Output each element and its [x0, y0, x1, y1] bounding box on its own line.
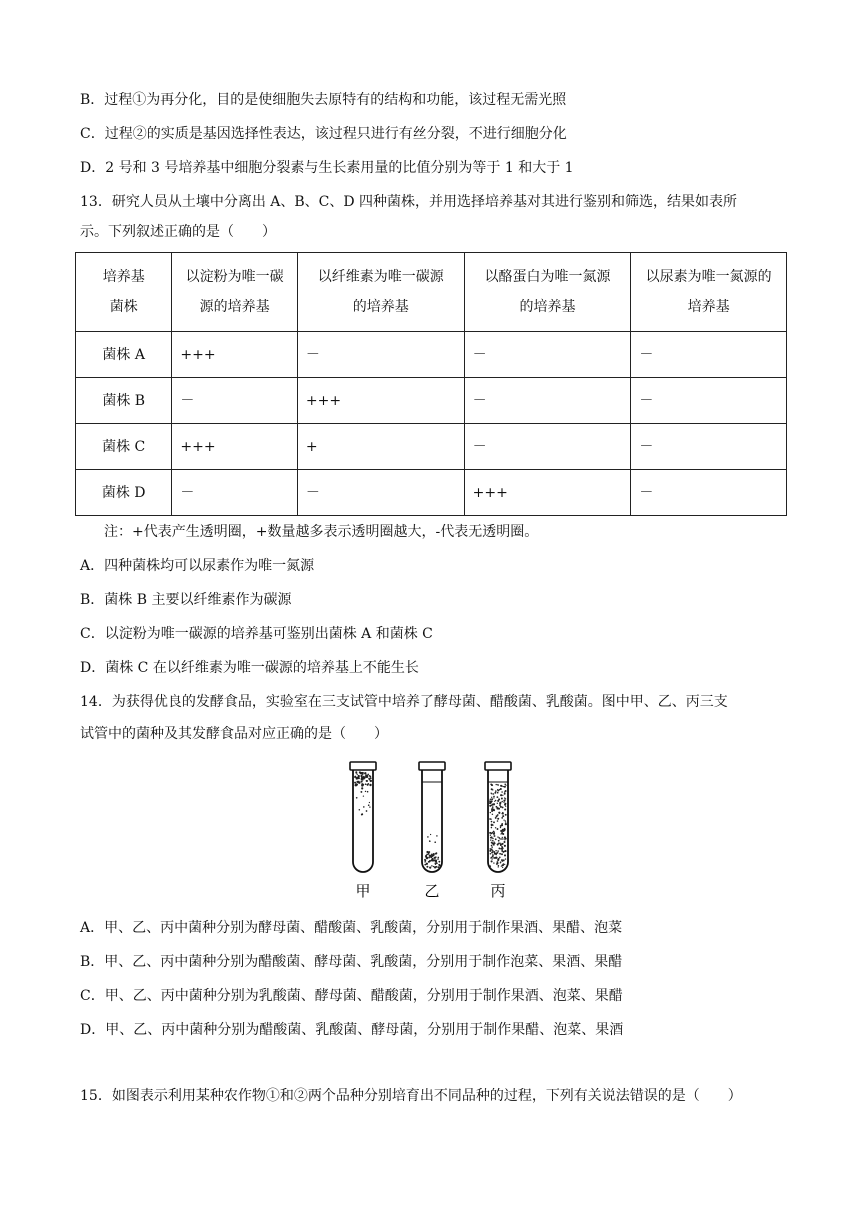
sediment-dot — [492, 838, 493, 839]
sediment-dot — [438, 861, 440, 863]
column-header-starch — [172, 253, 298, 332]
sediment-dot — [495, 817, 497, 819]
sediment-dot — [493, 821, 495, 823]
sediment-dot — [491, 824, 493, 826]
sediment-dot — [426, 866, 428, 868]
q13-results-table — [75, 252, 787, 516]
sediment-dot — [490, 839, 491, 840]
sediment-dot — [505, 806, 506, 807]
sediment-dot — [363, 806, 365, 808]
sediment-dot — [498, 837, 500, 839]
sediment-dot — [491, 845, 492, 846]
sediment-dot — [491, 821, 493, 823]
sediment-dot — [369, 784, 371, 786]
sediment-dot — [501, 846, 502, 847]
sediment-dot — [426, 854, 428, 856]
sediment-dot — [495, 853, 497, 855]
table-cell: － — [464, 378, 631, 424]
sediment-dot — [505, 798, 506, 799]
sediment-dot — [504, 839, 505, 840]
table-header-row — [76, 253, 787, 332]
sediment-dot — [504, 804, 506, 806]
column-header-casein — [464, 253, 631, 332]
sediment-dot — [354, 776, 356, 778]
column-header-urea — [631, 253, 787, 332]
sediment-dot — [435, 856, 436, 857]
sediment-dot — [361, 814, 363, 816]
sediment-dot — [365, 783, 367, 785]
sediment-dot — [505, 790, 507, 792]
table-row — [76, 378, 787, 424]
sediment-dot — [436, 862, 438, 864]
sediment-dot — [434, 859, 436, 861]
sediment-dot — [424, 859, 426, 861]
sediment-dot — [501, 864, 503, 866]
tube-label-bing: 丙 — [490, 882, 506, 900]
test-tube-bing — [485, 762, 511, 872]
sediment-dot — [502, 861, 503, 862]
sediment-dot — [497, 818, 499, 820]
test-tube-yi — [419, 762, 445, 872]
sediment-dot — [497, 820, 499, 822]
sediment-dot — [500, 827, 501, 828]
sediment-dot — [491, 798, 493, 800]
sediment-dot — [503, 786, 504, 787]
q13-option-b: B．菌株 B 主要以纤维素作为碳源 — [80, 592, 292, 608]
sediment-dot — [501, 801, 503, 803]
sediment-dot — [492, 814, 493, 815]
sediment-dot — [489, 865, 491, 867]
column-header-line: 以尿素为唯一氮源的 — [645, 269, 772, 285]
q13-stem-line1: 13．研究人员从土壤中分离出 A、B、C、D 四种菌株，并用选择培养基对其进行鉴别和筛选，结果如表所 — [80, 194, 738, 210]
sediment-dot — [500, 862, 501, 863]
sediment-dot — [492, 840, 494, 842]
sediment-dot — [497, 807, 498, 808]
column-header-line: 以酪蛋白为唯一氮源 — [484, 269, 611, 285]
sediment-dot — [504, 808, 506, 810]
sediment-dot — [499, 802, 501, 804]
sediment-top-dots — [354, 771, 372, 815]
table-cell: +++ — [172, 424, 298, 470]
table-row — [76, 470, 787, 516]
sediment-dot — [434, 841, 436, 843]
sediment-dot — [491, 827, 492, 828]
row-strain-label: 菌株 B — [76, 378, 172, 424]
test-tube-jia — [350, 762, 376, 872]
q14-option-c: C．甲、乙、丙中菌种分别为乳酸菌、酵母菌、醋酸菌，分别用于制作果酒、泡菜、果醋 — [80, 988, 623, 1004]
sediment-dot — [490, 812, 491, 813]
sediment-dot — [495, 790, 497, 792]
sediment-dot — [501, 853, 503, 855]
sediment-dot — [435, 864, 436, 865]
sediment-dot — [493, 793, 494, 794]
sediment-dot — [493, 804, 495, 806]
sediment-dot — [502, 837, 503, 838]
sediment-dot — [361, 787, 363, 789]
q13-option-d: D．菌株 C 在以纤维素为唯一碳源的培养基上不能生长 — [80, 660, 419, 676]
sediment-dot — [492, 806, 494, 808]
sediment-dot — [504, 783, 506, 785]
q14-option-d: D．甲、乙、丙中菌种分别为醋酸菌、乳酸菌、酵母菌，分别用于制作果醋、泡菜、果酒 — [80, 1022, 624, 1038]
table-cell: － — [631, 332, 787, 378]
sediment-dot — [493, 857, 495, 859]
q14-stem-line2: 试管中的菌种及其发酵食品对应正确的是（ ） — [80, 726, 388, 742]
sediment-dot — [497, 796, 499, 798]
q14-option-a: A．甲、乙、丙中菌种分别为酵母菌、醋酸菌、乳酸菌，分别用于制作果酒、果醋、泡菜 — [80, 920, 623, 936]
q12-option-c: C．过程②的实质是基因选择性表达，该过程只进行有丝分裂，不进行细胞分化 — [80, 126, 567, 142]
sediment-dot — [491, 846, 493, 848]
column-header-line: 的培养基 — [352, 299, 409, 315]
sediment-dot — [503, 838, 504, 839]
sediment-dot — [504, 851, 505, 852]
sediment-dot — [437, 866, 439, 868]
sediment-dot — [494, 801, 495, 802]
corner-strain-label: 菌株 — [109, 299, 138, 315]
sediment-dot — [428, 861, 430, 863]
q15-stem: 15．如图表示利用某种农作物①和②两个品种分别培育出不同品种的过程，下列有关说法错误的是（ ） — [80, 1088, 742, 1104]
column-header-line: 的培养基 — [519, 299, 576, 315]
sediment-dot — [428, 853, 430, 855]
sediment-dot — [437, 858, 438, 859]
sediment-dot — [498, 812, 500, 814]
sediment-dot — [369, 802, 370, 803]
column-header-line: 源的培养基 — [199, 299, 270, 315]
table-cell: － — [172, 470, 298, 516]
sediment-dot — [497, 789, 498, 790]
sediment-dot — [489, 805, 491, 807]
sediment-dot — [497, 803, 498, 804]
sediment-dot — [367, 791, 369, 793]
sediment-dot — [428, 851, 430, 853]
table-cell: － — [464, 424, 631, 470]
sediment-dot — [359, 771, 361, 773]
sediment-dot — [489, 848, 491, 850]
table-cell: － — [297, 470, 464, 516]
sediment-dot — [432, 858, 434, 860]
sediment-dot — [493, 851, 495, 853]
sediment-dot — [361, 780, 363, 782]
sediment-dot — [497, 863, 499, 865]
table-cell: +++ — [464, 470, 631, 516]
sediment-dot — [500, 845, 501, 846]
table-cell: － — [631, 424, 787, 470]
sediment-dot — [426, 857, 428, 859]
sediment-dot — [497, 814, 499, 816]
sediment-dot — [503, 802, 504, 803]
table-cell: － — [464, 332, 631, 378]
sediment-dot — [489, 832, 491, 834]
q13-stem-line2: 示。下列叙述正确的是（ ） — [80, 224, 276, 240]
sediment-dot — [359, 809, 361, 811]
sediment-dot — [498, 847, 500, 849]
sediment-dot — [497, 784, 498, 785]
row-strain-label: 菌株 C — [76, 424, 172, 470]
sediment-dot — [369, 806, 370, 807]
sediment-dot — [505, 820, 506, 821]
sediment-dot — [499, 853, 501, 855]
sediment-dot — [498, 865, 499, 866]
table-cell: － — [172, 378, 298, 424]
sediment-dot — [490, 799, 492, 801]
sediment-dot — [505, 822, 506, 823]
sediment-dot — [497, 836, 498, 837]
sediment-dot — [504, 864, 505, 865]
q13-option-a: A．四种菌株均可以尿素作为唯一氮源 — [80, 558, 315, 574]
sediment-dot — [501, 850, 503, 852]
sediment-dot — [363, 795, 364, 796]
sediment-dot — [491, 832, 493, 834]
sediment-dot — [502, 833, 503, 834]
q12-option-d: D．2 号和 3 号培养基中细胞分裂素与生长素用量的比值分别为等于 1 和大于 1 — [80, 160, 574, 176]
sediment-dot — [358, 775, 360, 777]
sediment-dot — [503, 819, 504, 820]
sediment-dot — [369, 775, 370, 776]
test-tubes-figure — [344, 760, 524, 902]
table-row — [76, 424, 787, 470]
sediment-dot — [360, 791, 362, 793]
q13-option-c: C．以淀粉为唯一碳源的培养基可鉴别出菌株 A 和菌株 C — [80, 626, 433, 642]
sediment-dot — [493, 835, 494, 836]
sediment-dot — [361, 784, 363, 786]
sediment-dot — [495, 850, 496, 851]
sediment-dot — [368, 804, 370, 806]
sediment-dot — [356, 778, 358, 780]
sediment-dot — [368, 774, 369, 775]
sediment-dot — [498, 858, 500, 860]
sediment-dot — [424, 861, 426, 863]
column-header-line: 以纤维素为唯一碳源 — [317, 269, 444, 285]
sediment-dot — [501, 823, 503, 825]
sediment-dot — [431, 865, 433, 867]
sediment-dot — [489, 850, 491, 852]
sediment-dot — [439, 865, 441, 867]
table-cell: +++ — [172, 332, 298, 378]
tube-label-jia: 甲 — [355, 882, 371, 900]
column-header-line: 以淀粉为唯一碳 — [185, 269, 284, 285]
sediment-dot — [490, 857, 491, 858]
sediment-dot — [493, 832, 495, 834]
sediment-dot — [498, 840, 500, 842]
q14-stem-line1: 14．为获得优良的发酵食品，实验室在三支试管中培养了酵母菌、醋酸菌、乳酸菌。图中甲、乙、丙三支 — [80, 694, 728, 710]
sediment-dot — [501, 817, 503, 819]
sediment-dot — [356, 784, 358, 786]
sediment-dot — [426, 851, 428, 853]
sediment-dot — [504, 829, 506, 831]
sediment-dot — [497, 792, 499, 794]
sediment-dot — [490, 853, 492, 855]
column-header-line: 培养基 — [687, 299, 730, 315]
sediment-dot — [366, 780, 368, 782]
sediment-dot — [436, 835, 438, 837]
sediment-dot — [496, 861, 498, 863]
table-corner-cell — [76, 253, 172, 332]
sediment-dot — [497, 850, 499, 852]
sediment-dot — [364, 772, 366, 774]
sediment-dot — [356, 781, 358, 783]
sediment-dot — [433, 866, 434, 867]
sediment-dot — [492, 856, 494, 858]
sediment-dot — [491, 804, 493, 806]
corner-medium-label: 培养基 — [102, 269, 145, 285]
sediment-dot — [437, 857, 439, 859]
sediment-dot — [427, 836, 429, 838]
column-header-cellulose — [297, 253, 464, 332]
sediment-dot — [491, 842, 493, 844]
sediment-dot — [361, 778, 363, 780]
sediment-uniform-dots — [489, 783, 507, 868]
table-cell: +++ — [297, 378, 464, 424]
sediment-dot — [505, 814, 507, 816]
sediment-dot — [497, 852, 499, 854]
sediment-dot — [505, 838, 507, 840]
sediment-dot — [366, 810, 368, 812]
sediment-dot — [501, 838, 503, 840]
sediment-dot — [499, 789, 500, 790]
sediment-dot — [491, 788, 493, 790]
sediment-dot — [491, 785, 492, 786]
row-strain-label: 菌株 A — [76, 332, 172, 378]
sediment-dot — [490, 835, 491, 836]
sediment-dot — [505, 858, 506, 859]
sediment-dot — [362, 772, 364, 774]
sediment-dot — [354, 782, 356, 784]
sediment-dot — [491, 858, 492, 859]
sediment-dot — [500, 794, 502, 796]
sediment-dot — [498, 866, 499, 867]
sediment-dot — [493, 796, 495, 798]
table-row — [76, 332, 787, 378]
sediment-dot — [500, 825, 502, 827]
sediment-dot — [491, 793, 492, 794]
sediment-dot — [500, 806, 502, 808]
sediment-dot — [499, 856, 501, 858]
sediment-dot — [491, 800, 493, 802]
sediment-dot — [493, 862, 494, 863]
sediment-dot — [429, 866, 431, 868]
sediment-dot — [502, 829, 504, 831]
sediment-dot — [356, 797, 358, 799]
sediment-dot — [504, 854, 506, 856]
sediment-dot — [500, 833, 501, 834]
table-cell: － — [631, 378, 787, 424]
table-cell: － — [631, 470, 787, 516]
q12-option-b: B．过程①为再分化，目的是使细胞失去原特有的结构和功能，该过程无需光照 — [80, 92, 567, 108]
sediment-dot — [495, 827, 496, 828]
sediment-dot — [490, 837, 491, 838]
sediment-dot — [500, 785, 502, 787]
q13-table-note: 注：+代表产生透明圈，+数量越多表示透明圈越大，-代表无透明圈。 — [104, 524, 539, 540]
sediment-dot — [489, 818, 491, 820]
sediment-dot — [492, 810, 493, 811]
sediment-dot — [495, 838, 497, 840]
sediment-dot — [501, 791, 503, 793]
sediment-dot — [502, 813, 504, 815]
sediment-dot — [493, 841, 494, 842]
sediment-dot — [491, 809, 492, 810]
sediment-dot — [366, 775, 369, 778]
sediment-dot — [491, 852, 493, 854]
sediment-dot — [493, 797, 494, 798]
sediment-dot — [436, 852, 438, 854]
sediment-dot — [494, 792, 496, 794]
sediment-dot — [496, 784, 497, 785]
sediment-dot — [500, 830, 502, 832]
sediment-dot — [497, 828, 499, 830]
tube-label-yi: 乙 — [424, 882, 440, 900]
sediment-dot — [491, 860, 493, 862]
sediment-dot — [502, 795, 503, 796]
sediment-dot — [498, 808, 499, 809]
sediment-dot — [428, 857, 430, 859]
sediment-dot — [500, 843, 501, 844]
sediment-dot — [431, 855, 433, 857]
table-cell: + — [297, 424, 464, 470]
sediment-dot — [370, 780, 372, 782]
sediment-dot — [357, 774, 358, 775]
sediment-dot — [496, 806, 498, 808]
sediment-dot — [367, 784, 369, 786]
sediment-dot — [497, 843, 499, 845]
sediment-dot — [504, 793, 506, 795]
sediment-dot — [424, 864, 426, 866]
sediment-dot — [502, 806, 504, 808]
sediment-dot — [355, 772, 357, 774]
row-strain-label: 菌株 D — [76, 470, 172, 516]
sediment-dot — [502, 849, 503, 850]
sediment-dot — [491, 797, 492, 798]
sediment-dot — [502, 815, 504, 817]
sediment-dot — [503, 841, 505, 843]
sediment-dot — [365, 791, 366, 792]
sediment-dot — [501, 798, 503, 800]
sediment-dot — [429, 840, 430, 841]
sediment-dot — [504, 800, 505, 801]
sediment-dot — [497, 800, 499, 802]
q14-option-b: B．甲、乙、丙中菌种分别为醋酸菌、酵母菌、乳酸菌，分别用于制作泡菜、果酒、果醋 — [80, 954, 623, 970]
sediment-dot — [502, 867, 503, 868]
table-cell: － — [297, 332, 464, 378]
sediment-bottom-dots — [424, 834, 441, 869]
sediment-dot — [504, 845, 506, 847]
sediment-dot — [430, 834, 431, 835]
